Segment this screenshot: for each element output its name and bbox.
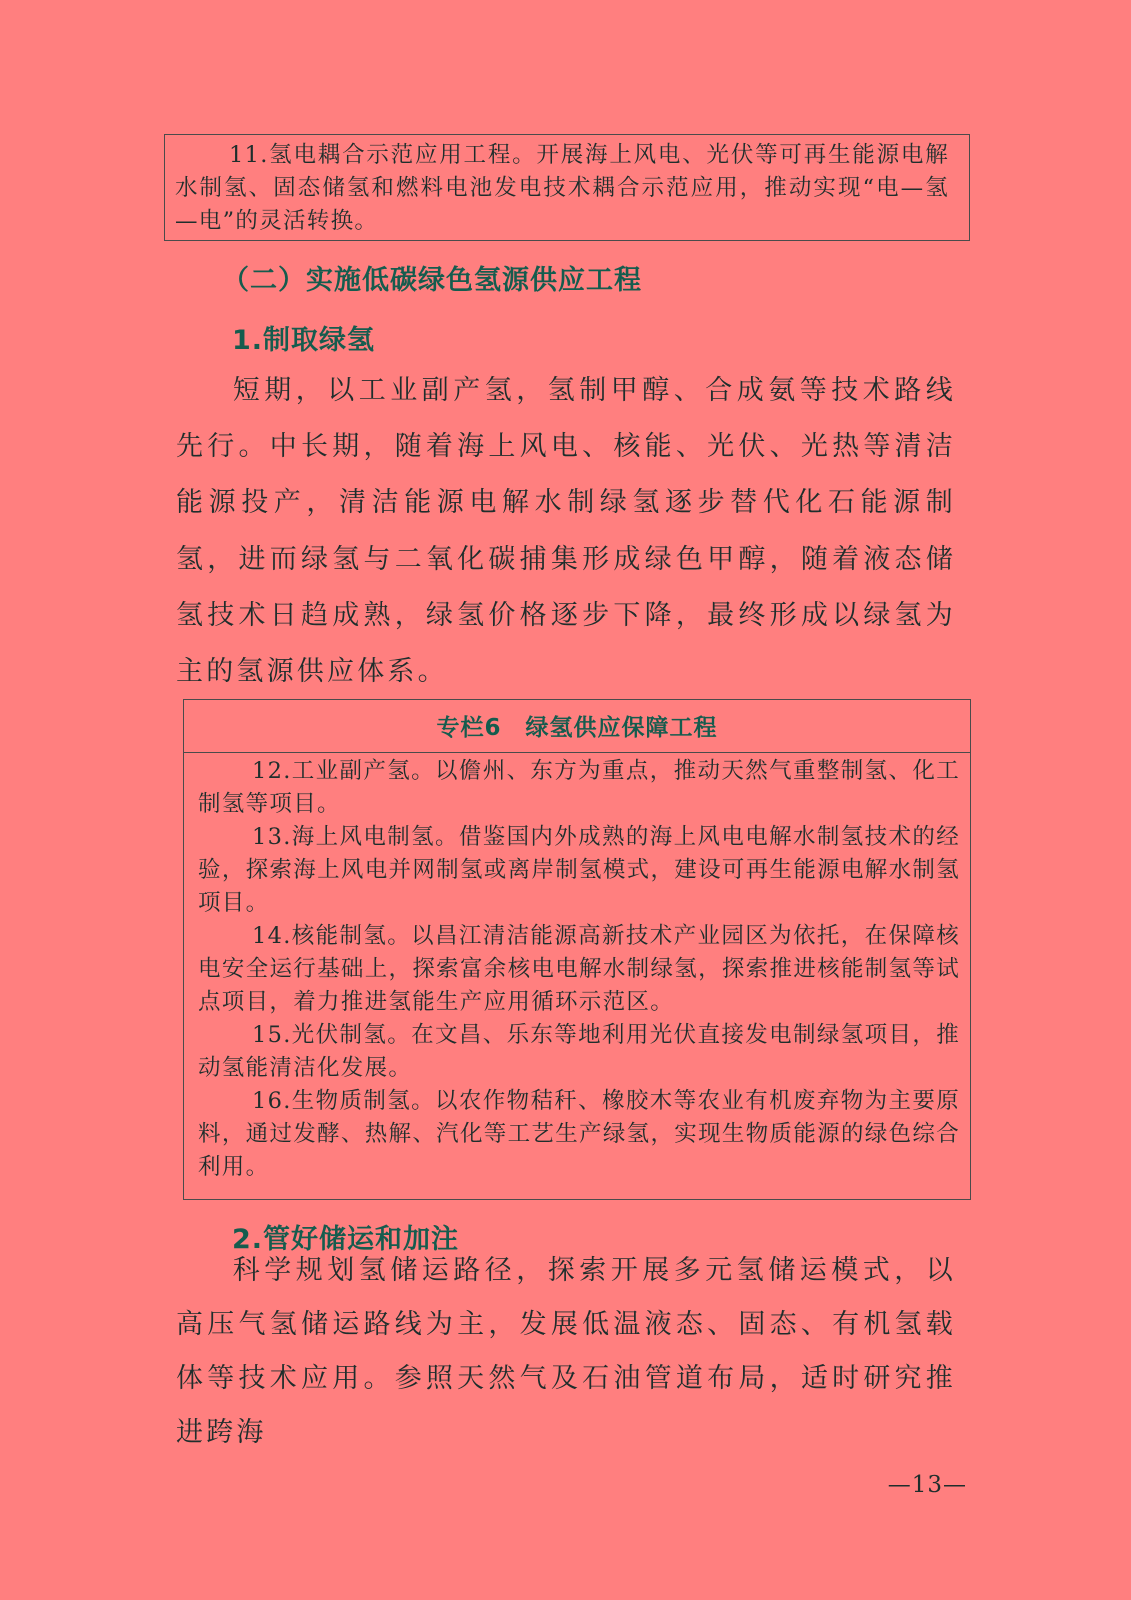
box-item-12: 12.工业副产氢。以儋州、东方为重点，推动天然气重整制氢、化工制氢等项目。 — [198, 758, 960, 817]
box-item-14: 14.核能制氢。以昌江清洁能源高新技术产业园区为依托，在保障核电安全运行基础上，探索富余核电电解水制绿氢，探索推进核能制氢等试点项目，着力推进氢能生产应用循环示范区。 — [198, 923, 960, 1015]
subsection-heading-green-hydrogen: 1.制取绿氢 — [232, 325, 376, 356]
column-box-body — [184, 753, 970, 1184]
project-box-hydrogen-coupling — [164, 134, 970, 241]
box-item-13: 13.海上风电制氢。借鉴国内外成熟的海上风电电解水制氢技术的经验，探索海上风电并网制氢或离岸制氢模式，建设可再生能源电解水制氢项目。 — [198, 824, 960, 916]
paragraph-green-hydrogen: 短期，以工业副产氢，氢制甲醇、合成氨等技术路线先行。中长期，随着海上风电、核能、光伏、光热等清洁能源投产，清洁能源电解水制绿氢逐步替代化石能源制氢，进而绿氢与二氧化碳捕集形成绿色甲醇，随着液态储氢技术日趋成熟，绿氢价格逐步下降，最终形成以绿氢为主的氢源供应体系。 — [176, 375, 956, 688]
column-box-6 — [183, 699, 971, 1200]
box-item-16: 16.生物质制氢。以农作物秸秆、橡胶木等农业有机废弃物为主要原料，通过发酵、热解、汽化等工艺生产绿氢，实现生物质能源的绿色综合利用。 — [198, 1088, 960, 1180]
section-heading: （二）实施低碳绿色氢源供应工程 — [222, 265, 642, 296]
subsection-heading-storage-transport: 2.管好储运和加注 — [232, 1224, 460, 1255]
page-number: —13— — [887, 1472, 967, 1498]
column-box-title: 专栏6 绿氢供应保障工程 — [184, 700, 970, 753]
box-item-15: 15.光伏制氢。在文昌、乐东等地利用光伏直接发电制绿氢项目，推动氢能清洁化发展。 — [198, 1022, 960, 1081]
paragraph-storage-transport: 科学规划氢储运路径，探索开展多元氢储运模式，以高压气氢储运路线为主，发展低温液态、固态、有机氢载体等技术应用。参照天然气及石油管道布局，适时研究推进跨海 — [176, 1255, 956, 1448]
box-item-11: 11.氢电耦合示范应用工程。开展海上风电、光伏等可再生能源电解水制氢、固态储氢和燃料电池发电技术耦合示范应用，推动实现“电—氢—电”的灵活转换。 — [175, 142, 949, 234]
